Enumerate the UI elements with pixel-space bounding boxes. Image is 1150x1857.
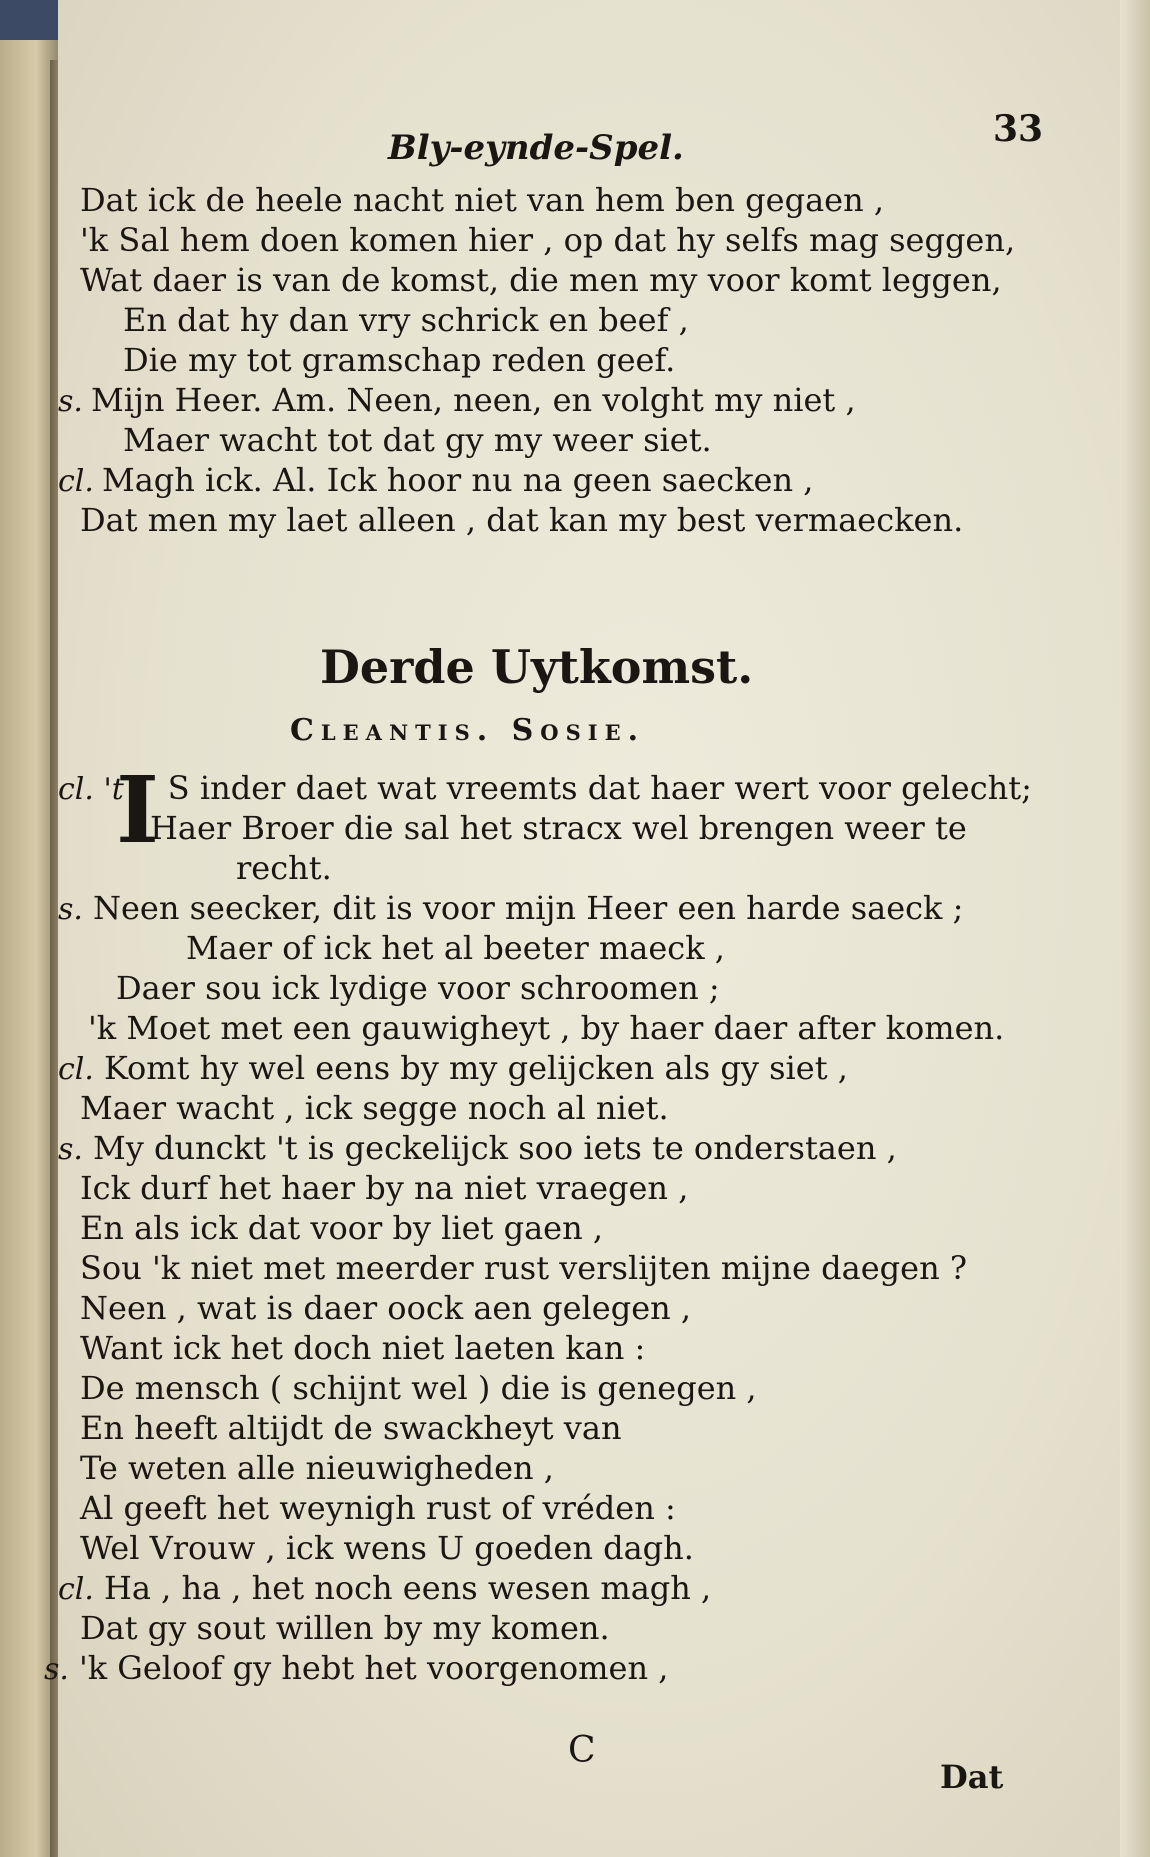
verse-line: s. My dunckt 't is geckelijck soo iets te onderstaen , xyxy=(58,1129,897,1167)
verse-line: Maer wacht tot dat gy my weer siet. xyxy=(123,421,712,459)
speaker-label: cl. xyxy=(58,1052,94,1087)
verse-line: En als ick dat voor by liet gaen , xyxy=(80,1209,604,1247)
catchword: Dat xyxy=(940,1758,1004,1796)
speaker-label: cl. xyxy=(58,464,94,499)
verse-line: recht. xyxy=(236,849,332,887)
verse-line: cl. 't S inder daet wat vreemts dat haer wert voor gelecht; xyxy=(58,769,1032,807)
verse-line: Haer Broer die sal het stracx wel brengen weer te xyxy=(150,809,967,847)
verse-line: Te weten alle nieuwigheden , xyxy=(80,1449,554,1487)
verse-line: Daer sou ick lydige voor schroomen ; xyxy=(116,969,720,1007)
verse-line: Maer wacht , ick segge noch al niet. xyxy=(80,1089,669,1127)
verse-line: Ick durf het haer by na niet vraegen , xyxy=(80,1169,689,1207)
speaker-label: cl. 't xyxy=(58,772,124,807)
verse-line: En dat hy dan vry schrick en beef , xyxy=(123,301,689,339)
verse-line: Dat ick de heele nacht niet van hem ben gegaen , xyxy=(80,181,885,219)
verse-line: cl. Magh ick. Al. Ick hoor nu na geen saecken , xyxy=(58,461,814,499)
speaker-label: s. xyxy=(44,1652,69,1687)
verse-line: Wat daer is van de komst, die men my voor komt leggen, xyxy=(80,261,1002,299)
book-page xyxy=(44,0,1120,1857)
verse-line: Dat men my laet alleen , dat kan my best vermaecken. xyxy=(80,501,964,539)
drop-cap: I xyxy=(116,756,160,864)
verse-line: s. 'k Geloof gy hebt het voorgenomen , xyxy=(44,1649,669,1687)
verse-line: cl. Ha , ha , het noch eens wesen magh , xyxy=(58,1569,712,1607)
verse-line: 'k Sal hem doen komen hier , op dat hy selfs mag seggen, xyxy=(80,221,1016,259)
verse-line: Neen , wat is daer oock aen gelegen , xyxy=(80,1289,692,1327)
speaker-label: cl. xyxy=(58,1572,94,1607)
scene-characters: Cleantis. Sosie. xyxy=(290,713,646,748)
verse-line: Dat gy sout willen by my komen. xyxy=(80,1609,610,1647)
verse-line: Die my tot gramschap reden geef. xyxy=(123,341,676,379)
verse-line: s. Neen seecker, dit is voor mijn Heer een harde saeck ; xyxy=(58,889,964,927)
verse-line: 'k Moet met een gauwigheyt , by haer daer after komen. xyxy=(88,1009,1005,1047)
page-number: 33 xyxy=(993,108,1044,150)
speaker-label: s. xyxy=(58,384,83,419)
verse-line: Al geeft het weynigh rust of vréden : xyxy=(80,1489,676,1527)
verse-line: De mensch ( schijnt wel ) die is genegen , xyxy=(80,1369,757,1407)
verse-line: Wel Vrouw , ick wens U goeden dagh. xyxy=(80,1529,694,1567)
signature-mark: C xyxy=(568,1730,596,1771)
scene-heading: Derde Uytkomst. xyxy=(320,640,754,694)
speaker-label: s. xyxy=(58,892,83,927)
verse-line: s. Mijn Heer. Am. Neen, neen, en volght my niet , xyxy=(58,381,856,419)
verse-line: cl. Komt hy wel eens by my gelijcken als gy siet , xyxy=(58,1049,848,1087)
verse-line: Want ick het doch niet laeten kan : xyxy=(80,1329,646,1367)
running-head: Bly-eynde-Spel. xyxy=(388,128,684,168)
speaker-label: s. xyxy=(58,1132,83,1167)
verse-line: En heeft altijdt de swackheyt van xyxy=(80,1409,622,1447)
verse-line: Maer of ick het al beeter maeck , xyxy=(186,929,725,967)
page-edge-right xyxy=(1120,0,1150,1857)
verse-line: Sou 'k niet met meerder rust verslijten mijne daegen ? xyxy=(80,1249,967,1287)
